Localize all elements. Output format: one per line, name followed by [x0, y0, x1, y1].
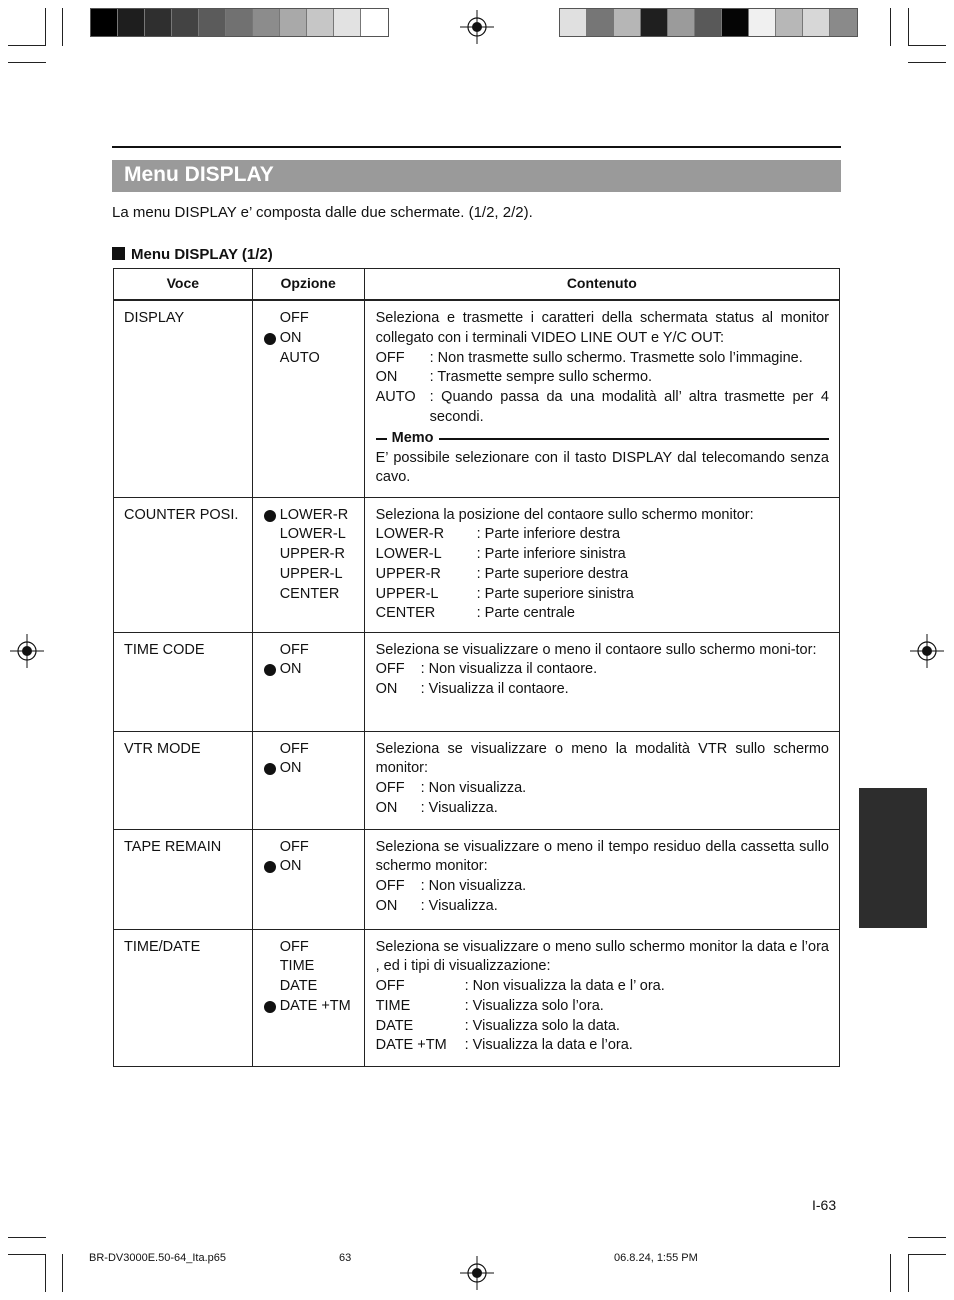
memo-text: E’ possibile selezionare con il tasto DISPLAY dal telecomando senza cavo. [375, 449, 829, 486]
option-value: : Non visualizza la data e l’ ora. [464, 978, 665, 995]
description-text: Seleziona e trasmette i caratteri della schermata status al monitor collegato con i terminali VIDEO LINE OUT e Y/C OUT: [375, 310, 829, 346]
default-bullet-icon [264, 861, 276, 873]
option-item [264, 309, 364, 329]
option-label: OFF [279, 740, 309, 757]
footer-file: BR-DV3000E.50-64_Ita.p65 [89, 1252, 226, 1264]
subheading [112, 246, 273, 263]
option-item [264, 938, 364, 958]
option-explanation [376, 680, 829, 700]
option-key: UPPER-R [375, 565, 441, 582]
description-text: Seleziona la posizione del contaore sullo schermo monitor: [375, 506, 754, 523]
opzione-cell [252, 497, 364, 632]
registration-mark-icon [460, 1256, 494, 1290]
option-explanation [376, 545, 829, 565]
memo-heading [376, 429, 829, 449]
memo-rule [439, 438, 829, 440]
option-key: CENTER [375, 605, 436, 622]
contenuto-cell [364, 300, 839, 497]
option-label: DATE +TM [279, 997, 351, 1014]
color-swatch [145, 9, 172, 36]
option-value: : Non visualizza. [420, 878, 527, 895]
description-text: Seleziona se visualizzare o meno il contaore sullo schermo moni-tor: [375, 641, 817, 658]
option-label: LOWER-R [279, 506, 349, 523]
option-label: LOWER-L [279, 526, 346, 543]
option-key: ON [375, 897, 398, 914]
header-contenuto: Contenuto [364, 269, 839, 301]
option-value: : Visualizza la data e l’ora. [464, 1037, 633, 1054]
option-value: : Parte centrale [476, 605, 575, 622]
option-explanation [376, 660, 829, 680]
option-value: : Visualizza il contaore. [420, 681, 569, 698]
option-value: : Parte inferiore sinistra [476, 546, 626, 563]
option-label: OFF [279, 938, 309, 955]
voce-cell: DISPLAY [114, 300, 253, 497]
section-title: Menu DISPLAY [124, 163, 274, 186]
option-label: CENTER [279, 585, 340, 602]
option-key: ON [375, 681, 398, 698]
description-text: Seleziona se visualizzare o meno la modalità VTR sullo schermo monitor: [375, 740, 829, 777]
option-value: : Visualizza solo la data. [464, 1017, 620, 1034]
description-text: Seleziona se visualizzare o meno sullo schermo monitor la data e l’ora , ed i tipi di visualizzazione: [375, 938, 829, 975]
option-item [264, 525, 364, 545]
option-key: OFF [375, 780, 405, 797]
color-bar-left [90, 8, 389, 37]
option-label: OFF [279, 310, 309, 326]
option-value: : Visualizza. [420, 799, 498, 816]
option-value: : Visualizza solo l’ora. [464, 997, 604, 1014]
option-explanation [376, 565, 829, 585]
table-row [114, 300, 840, 497]
option-value: : Parte superiore destra [476, 565, 629, 582]
color-swatch [253, 9, 280, 36]
option-key: ON [375, 799, 398, 816]
footer-page: 63 [339, 1252, 352, 1264]
option-value: : Non visualizza il contaore. [420, 661, 598, 678]
color-swatch [280, 9, 307, 36]
contenuto-cell [364, 731, 839, 829]
page-number: I-63 [812, 1197, 837, 1213]
registration-mark-icon [10, 634, 44, 668]
option-label: UPPER-L [279, 565, 343, 582]
option-label: DATE [279, 978, 318, 995]
color-swatch [641, 9, 668, 36]
option-item [264, 506, 364, 526]
option-explanation [376, 525, 829, 545]
header-opzione: Opzione [252, 269, 364, 301]
color-swatch [199, 9, 226, 36]
option-item [264, 329, 364, 349]
option-key: DATE [375, 1017, 414, 1034]
option-explanation [376, 779, 829, 799]
color-swatch [361, 9, 388, 36]
section-title-band [112, 160, 841, 192]
option-item [264, 838, 364, 858]
color-swatch [334, 9, 361, 36]
option-label: AUTO [279, 349, 320, 366]
option-item [264, 545, 364, 565]
color-swatch [91, 9, 118, 36]
option-item [264, 857, 364, 877]
option-item [264, 957, 364, 977]
color-bar-right [559, 8, 858, 37]
option-item [264, 759, 364, 779]
option-explanation [376, 977, 829, 997]
registration-mark-icon [910, 634, 944, 668]
option-item [264, 641, 364, 661]
color-swatch [830, 9, 857, 36]
option-key: UPPER-L [375, 585, 439, 602]
option-item [264, 565, 364, 585]
intro-text: La menu DISPLAY e’ composta dalle due schermate. (1/2, 2/2). [112, 204, 533, 221]
option-label: ON [279, 661, 302, 678]
footer-date: 06.8.24, 1:55 PM [614, 1252, 698, 1264]
square-bullet-icon [112, 247, 125, 260]
option-explanation [376, 997, 829, 1017]
opzione-cell [252, 300, 364, 497]
option-value: : Parte inferiore destra [476, 526, 621, 543]
color-swatch [614, 9, 641, 36]
option-item [264, 349, 364, 369]
option-key: OFF [375, 661, 405, 678]
color-swatch [560, 9, 587, 36]
option-key: DATE +TM [375, 1037, 447, 1054]
color-swatch [749, 9, 776, 36]
option-value: : Non trasmette sullo schermo. Trasmette solo l’immagine. [429, 349, 803, 366]
option-explanation [376, 897, 829, 917]
option-key: TIME [375, 997, 411, 1014]
table-row [114, 731, 840, 829]
color-swatch [668, 9, 695, 36]
option-value: : Parte superiore sinistra [476, 585, 634, 602]
subheading-text: Menu DISPLAY (1/2) [131, 246, 273, 263]
option-explanation [376, 368, 829, 388]
header-voce: Voce [114, 269, 253, 301]
table-row [114, 929, 840, 1066]
menu-display-table [113, 268, 840, 1067]
option-explanation [376, 877, 829, 897]
voce-cell: TIME CODE [114, 632, 253, 731]
contenuto-cell [364, 929, 839, 1066]
contenuto-cell [364, 497, 839, 632]
color-swatch [226, 9, 253, 36]
option-label: OFF [279, 641, 309, 658]
option-label: ON [279, 858, 302, 875]
table-row [114, 829, 840, 929]
table-row [114, 497, 840, 632]
option-value: : Trasmette sempre sullo schermo. [429, 369, 653, 386]
option-item [264, 585, 364, 605]
option-item [264, 660, 364, 680]
option-label: TIME [279, 958, 315, 975]
option-value: : Quando passa da una modalità all’ altra trasmette per 4 secondi. [429, 389, 829, 425]
option-key: ON [375, 369, 398, 386]
registration-mark-icon [460, 10, 494, 44]
option-label: UPPER-R [279, 546, 345, 563]
default-bullet-icon [264, 664, 276, 676]
option-explanation [376, 799, 829, 819]
color-swatch [172, 9, 199, 36]
color-swatch [307, 9, 334, 36]
option-key: AUTO [375, 389, 416, 406]
option-label: OFF [279, 838, 309, 855]
option-explanation [376, 1017, 829, 1037]
color-swatch [722, 9, 749, 36]
opzione-cell [252, 731, 364, 829]
voce-cell: TAPE REMAIN [114, 829, 253, 929]
voce-cell: VTR MODE [114, 731, 253, 829]
option-explanation [376, 349, 829, 369]
memo-label: Memo [391, 429, 434, 446]
default-bullet-icon [264, 333, 276, 345]
option-value: : Non visualizza. [420, 780, 527, 797]
default-bullet-icon [264, 1001, 276, 1013]
option-explanation [376, 388, 829, 428]
opzione-cell [252, 829, 364, 929]
voce-cell: TIME/DATE [114, 929, 253, 1066]
voce-cell: COUNTER POSI. [114, 497, 253, 632]
option-key: LOWER-R [375, 526, 445, 543]
description-text: Seleziona se visualizzare o meno il tempo residuo della cassetta sullo schermo monitor: [375, 838, 829, 875]
color-swatch [695, 9, 722, 36]
option-item [264, 740, 364, 760]
color-swatch [803, 9, 830, 36]
option-key: OFF [375, 878, 405, 895]
contenuto-cell [364, 632, 839, 731]
opzione-cell [252, 632, 364, 731]
default-bullet-icon [264, 763, 276, 775]
option-item [264, 977, 364, 997]
opzione-cell [252, 929, 364, 1066]
option-key: LOWER-L [375, 546, 442, 563]
header-rule [112, 146, 841, 148]
color-swatch [118, 9, 145, 36]
option-value: : Visualizza. [420, 897, 498, 914]
contenuto-cell [364, 829, 839, 929]
option-explanation [376, 585, 829, 605]
option-key: OFF [375, 978, 405, 995]
default-bullet-icon [264, 510, 276, 522]
memo-dash [376, 438, 387, 440]
table-header-row [114, 269, 840, 301]
section-side-tab [859, 788, 927, 928]
option-explanation [376, 604, 829, 624]
option-explanation [376, 1036, 829, 1056]
table-row [114, 632, 840, 731]
option-key: OFF [375, 349, 405, 366]
option-label: ON [279, 329, 302, 346]
color-swatch [776, 9, 803, 36]
option-label: ON [279, 760, 302, 777]
option-item [264, 997, 364, 1017]
color-swatch [587, 9, 614, 36]
